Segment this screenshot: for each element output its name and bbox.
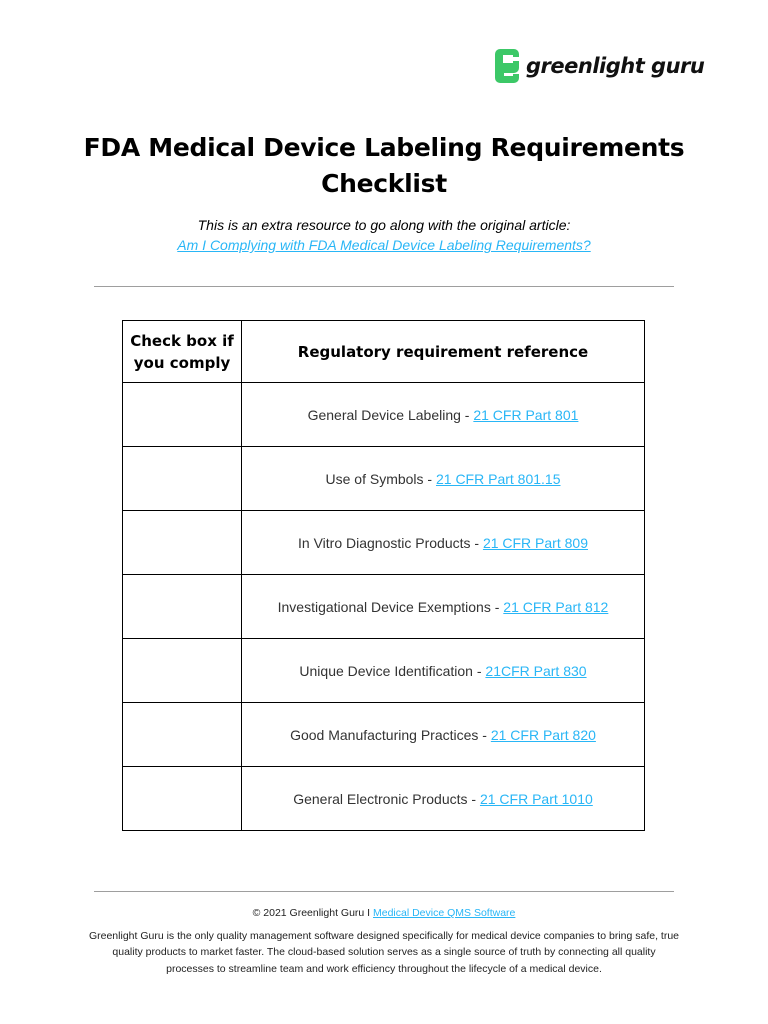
table-row bbox=[123, 703, 645, 767]
table-row bbox=[123, 575, 645, 639]
compliance-checkbox-cell[interactable] bbox=[123, 703, 242, 767]
requirement-label: In Vitro Diagnostic Products - bbox=[298, 534, 483, 551]
table-row bbox=[123, 383, 645, 447]
cfr-link[interactable]: 21 CFR Part 801.15 bbox=[435, 470, 561, 487]
table-row bbox=[123, 511, 645, 575]
copyright-line bbox=[88, 905, 680, 922]
compliance-checkbox-cell[interactable] bbox=[123, 511, 242, 575]
company-description: Greenlight Guru is the only quality management software designed specifically for medical device companies to bring safe, true quality products to market faster. The cloud-based solution serves as a single source of truth by connecting all quality processes to streamline team and work efficiency throughout the lifecycle of a medical device. bbox=[88, 929, 680, 975]
compliance-checkbox-cell[interactable] bbox=[123, 447, 242, 511]
intro-text: This is an extra resource to go along with the original article: bbox=[197, 217, 571, 233]
cfr-link[interactable]: 21CFR Part 830 bbox=[485, 662, 587, 679]
compliance-checklist-table bbox=[122, 320, 645, 831]
requirement-cell bbox=[242, 447, 645, 511]
requirement-label: Unique Device Identification - bbox=[299, 662, 486, 679]
requirement-column-header: Regulatory requirement reference bbox=[242, 321, 645, 383]
cfr-link[interactable]: 21 CFR Part 820 bbox=[490, 726, 596, 743]
requirement-cell bbox=[242, 639, 645, 703]
compliance-checkbox-cell[interactable] bbox=[123, 639, 242, 703]
requirement-label: Good Manufacturing Practices - bbox=[290, 726, 491, 743]
table-row bbox=[123, 639, 645, 703]
footer bbox=[88, 905, 680, 977]
requirement-cell bbox=[242, 703, 645, 767]
original-article-link[interactable]: Am I Complying with FDA Medical Device Labeling Requirements? bbox=[177, 237, 591, 253]
table-row bbox=[123, 447, 645, 511]
requirement-label: General Device Labeling - bbox=[307, 406, 474, 423]
top-divider bbox=[94, 286, 674, 287]
requirement-cell bbox=[242, 575, 645, 639]
compliance-checkbox-cell[interactable] bbox=[123, 383, 242, 447]
table-header-row bbox=[123, 321, 645, 383]
compliance-checkbox-cell[interactable] bbox=[123, 575, 242, 639]
requirement-cell bbox=[242, 511, 645, 575]
checkbox-column-header: Check box if you comply bbox=[123, 321, 242, 383]
requirement-cell bbox=[242, 767, 645, 831]
cfr-link[interactable]: 21 CFR Part 812 bbox=[503, 598, 609, 615]
compliance-checkbox-cell[interactable] bbox=[123, 767, 242, 831]
copyright-text: © 2021 Greenlight Guru I bbox=[252, 907, 373, 919]
qms-software-link[interactable]: Medical Device QMS Software bbox=[373, 907, 516, 919]
requirement-label: Investigational Device Exemptions - bbox=[277, 598, 504, 615]
intro bbox=[60, 215, 708, 255]
cfr-link[interactable]: 21 CFR Part 1010 bbox=[479, 790, 593, 807]
brand-logo[interactable] bbox=[494, 48, 704, 84]
requirement-label: Use of Symbols - bbox=[325, 470, 436, 487]
footer-divider bbox=[94, 891, 674, 892]
logo-wordmark: greenlight guru bbox=[526, 54, 705, 78]
cfr-link[interactable]: 21 CFR Part 801 bbox=[473, 406, 579, 423]
table-row bbox=[123, 767, 645, 831]
requirement-cell bbox=[242, 383, 645, 447]
cfr-link[interactable]: 21 CFR Part 809 bbox=[482, 534, 588, 551]
page-title: FDA Medical Device Labeling Requirements Checklist bbox=[83, 133, 685, 198]
greenlight-guru-logo-icon bbox=[494, 48, 520, 84]
requirement-label: General Electronic Products - bbox=[293, 790, 480, 807]
